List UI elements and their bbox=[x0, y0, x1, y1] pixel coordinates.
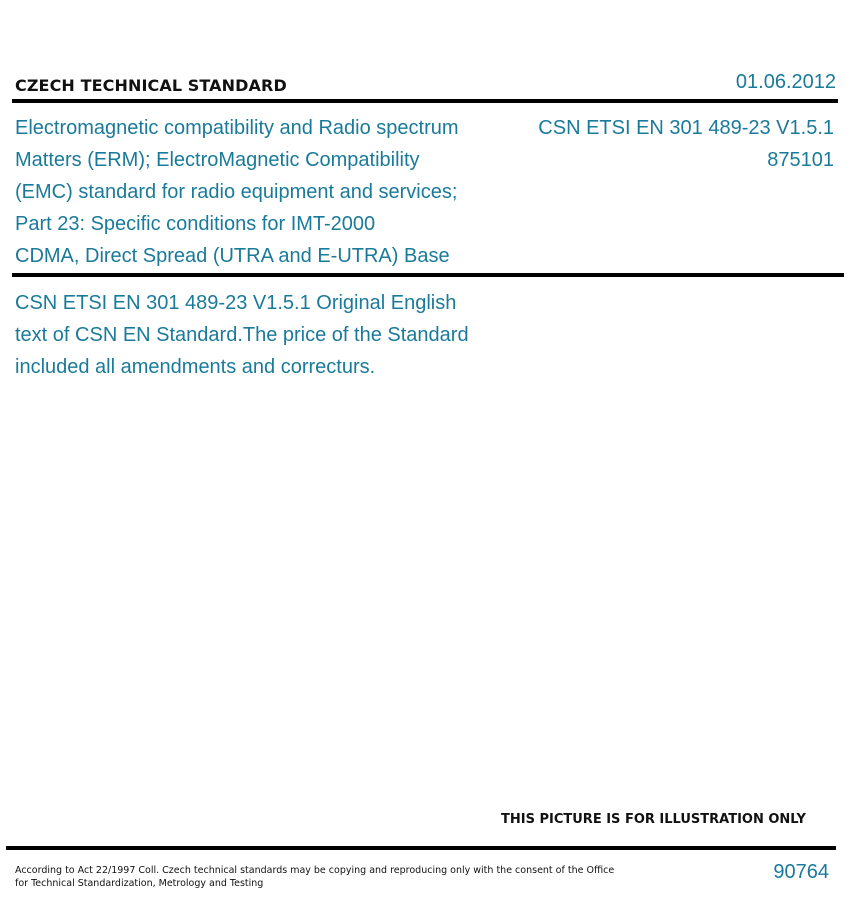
catalog-number: 875101 bbox=[767, 149, 834, 171]
footer-id: 90764 bbox=[773, 861, 829, 883]
standard-title-line: Matters (ERM); ElectroMagnetic Compatibility bbox=[15, 149, 420, 171]
header-divider bbox=[12, 99, 838, 103]
standard-description bbox=[15, 287, 515, 383]
description-line: included all amendments and correcturs. bbox=[15, 356, 376, 378]
description-line: CSN ETSI EN 301 489-23 V1.5.1 Original English bbox=[15, 292, 457, 314]
illustration-note: THIS PICTURE IS FOR ILLUSTRATION ONLY bbox=[501, 812, 806, 827]
standard-title-line: Electromagnetic compatibility and Radio spectrum bbox=[15, 117, 459, 139]
standard-title bbox=[15, 112, 505, 272]
standard-title-line: CDMA, Direct Spread (UTRA and E-UTRA) Base bbox=[15, 245, 450, 267]
standard-title-line: (EMC) standard for radio equipment and services; bbox=[15, 181, 458, 203]
footer-divider bbox=[6, 846, 836, 850]
header-label: CZECH TECHNICAL STANDARD bbox=[15, 76, 287, 95]
footer-legal-line: for Technical Standardization, Metrology and Testing bbox=[15, 878, 264, 889]
standard-code: CSN ETSI EN 301 489-23 V1.5.1 bbox=[538, 117, 834, 139]
description-line: text of CSN EN Standard.The price of the Standard bbox=[15, 324, 469, 346]
footer-legal-line: According to Act 22/1997 Coll. Czech technical standards may be copying and reproducing only with the consent of the Office bbox=[15, 865, 615, 876]
standard-title-line: Part 23: Specific conditions for IMT-2000 bbox=[15, 213, 376, 235]
footer-legal-notice bbox=[15, 864, 615, 890]
header-date: 01.06.2012 bbox=[735, 71, 836, 93]
title-divider bbox=[12, 273, 844, 277]
standard-code-block bbox=[538, 112, 834, 176]
